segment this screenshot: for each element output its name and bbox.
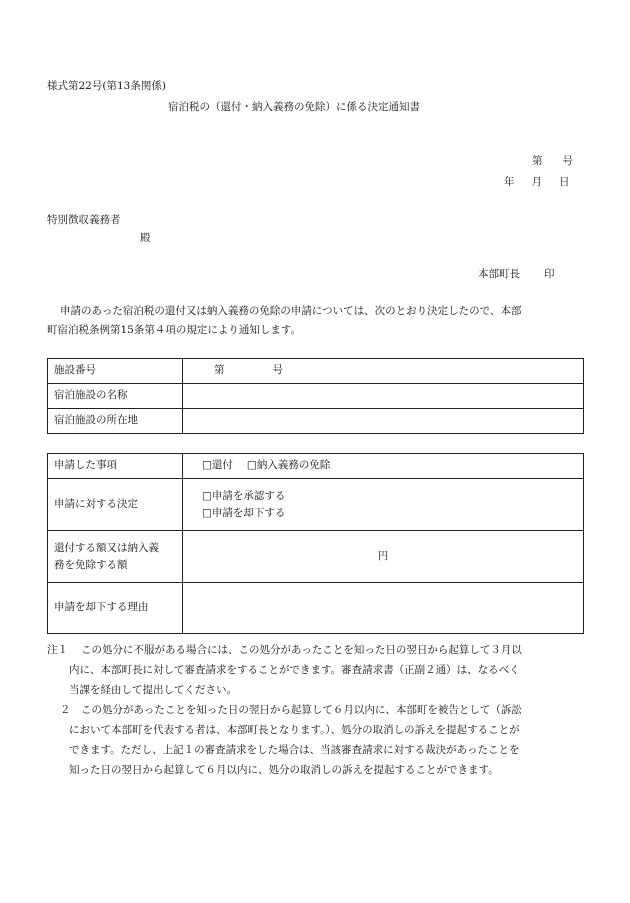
date-day: 日 xyxy=(559,176,570,188)
amount-label-line-2: 務を免除する額 xyxy=(54,558,128,571)
preamble-line-2: 町宿泊税条例第15条第４項の規定により通知します。 xyxy=(47,324,302,336)
option-exemption-checkbox[interactable]: □納入義務の免除 xyxy=(246,459,331,472)
note-line: この処分に不服がある場合には、この処分があったことを知った日の翌日から起算して３月以 xyxy=(81,644,522,656)
facility-address-label: 宿泊施設の所在地 xyxy=(48,409,183,434)
table-row xyxy=(48,409,584,434)
amount-label-line-1: 還付する額又は納入義 xyxy=(54,541,159,554)
facility-name-label: 宿泊施設の名称 xyxy=(48,384,183,409)
recipient-title: 特別徴収義務者 xyxy=(47,214,121,226)
form-number: 様式第22号(第13条関係) xyxy=(47,80,166,92)
amount-unit: 円 xyxy=(377,549,389,562)
document-number xyxy=(532,155,573,168)
table-row xyxy=(48,479,584,531)
preamble-line-1: 申請のあった宿泊税の還付又は納入義務の免除の申請については、次のとおり決定したので、本部 xyxy=(60,305,522,317)
facility-number-suffix: 号 xyxy=(272,364,283,377)
issuer-seal: 印 xyxy=(544,268,555,280)
table-row xyxy=(48,384,584,409)
application-item-value xyxy=(183,454,584,479)
document-title: 宿泊税の（還付・納入義務の免除）に係る決定通知書 xyxy=(168,101,420,113)
note-number: 注１ xyxy=(47,644,68,656)
number-suffix: 号 xyxy=(562,155,573,167)
application-item-label: 申請した事項 xyxy=(48,454,183,479)
note-line: 知った日の翌日から起算して６月以内に、処分の取消しの訴えを提起することができます。 xyxy=(69,764,499,776)
number-prefix: 第 xyxy=(532,155,543,167)
table-row xyxy=(48,454,584,479)
document-date xyxy=(504,176,570,189)
facility-number-value[interactable] xyxy=(183,359,584,384)
decision-reject-checkbox[interactable]: □申請を却下する xyxy=(202,506,286,519)
date-year: 年 xyxy=(504,176,515,188)
note-line: において本部町を代表する者は、本部町長となります。）、処分の取消しの訴えを提起することが xyxy=(69,724,520,736)
decision-value xyxy=(183,479,584,531)
note-line: 当課を経由して提出してください。 xyxy=(69,684,237,696)
decision-approve-checkbox[interactable]: □申請を承認する xyxy=(202,489,286,502)
reason-label: 申請を却下する理由 xyxy=(48,583,183,634)
reason-value[interactable] xyxy=(183,583,584,634)
facility-table xyxy=(47,358,584,434)
table-row xyxy=(48,531,584,583)
note-1 xyxy=(47,640,592,700)
option-refund-checkbox[interactable]: □還付 xyxy=(202,459,233,472)
application-table xyxy=(47,453,584,634)
facility-number-prefix: 第 xyxy=(214,364,225,377)
note-2 xyxy=(47,700,592,780)
preamble xyxy=(47,302,585,340)
recipient-honorific: 殿 xyxy=(140,232,151,244)
note-number: ２ xyxy=(60,704,71,716)
date-month: 月 xyxy=(531,176,542,188)
note-line: この処分があったことを知った日の翌日から起算して６月以内に、本部町を被告として（訴訟 xyxy=(81,704,522,716)
amount-label xyxy=(48,531,183,583)
table-row xyxy=(48,359,584,384)
note-line: 内に、本部町長に対して審査請求をすることができます。審査請求書（正副２通）は、なるべく xyxy=(69,664,520,676)
decision-label: 申請に対する決定 xyxy=(48,479,183,531)
table-row xyxy=(48,583,584,634)
amount-value[interactable] xyxy=(183,531,584,583)
facility-address-value[interactable] xyxy=(183,409,584,434)
issuer xyxy=(478,268,555,281)
facility-number-label: 施設番号 xyxy=(48,359,183,384)
notes xyxy=(47,640,592,780)
facility-name-value[interactable] xyxy=(183,384,584,409)
note-line: できます。ただし、上記１の審査請求をした場合は、当該審査請求に対する裁決があったことを xyxy=(69,744,520,756)
issuer-name: 本部町長 xyxy=(478,268,520,280)
